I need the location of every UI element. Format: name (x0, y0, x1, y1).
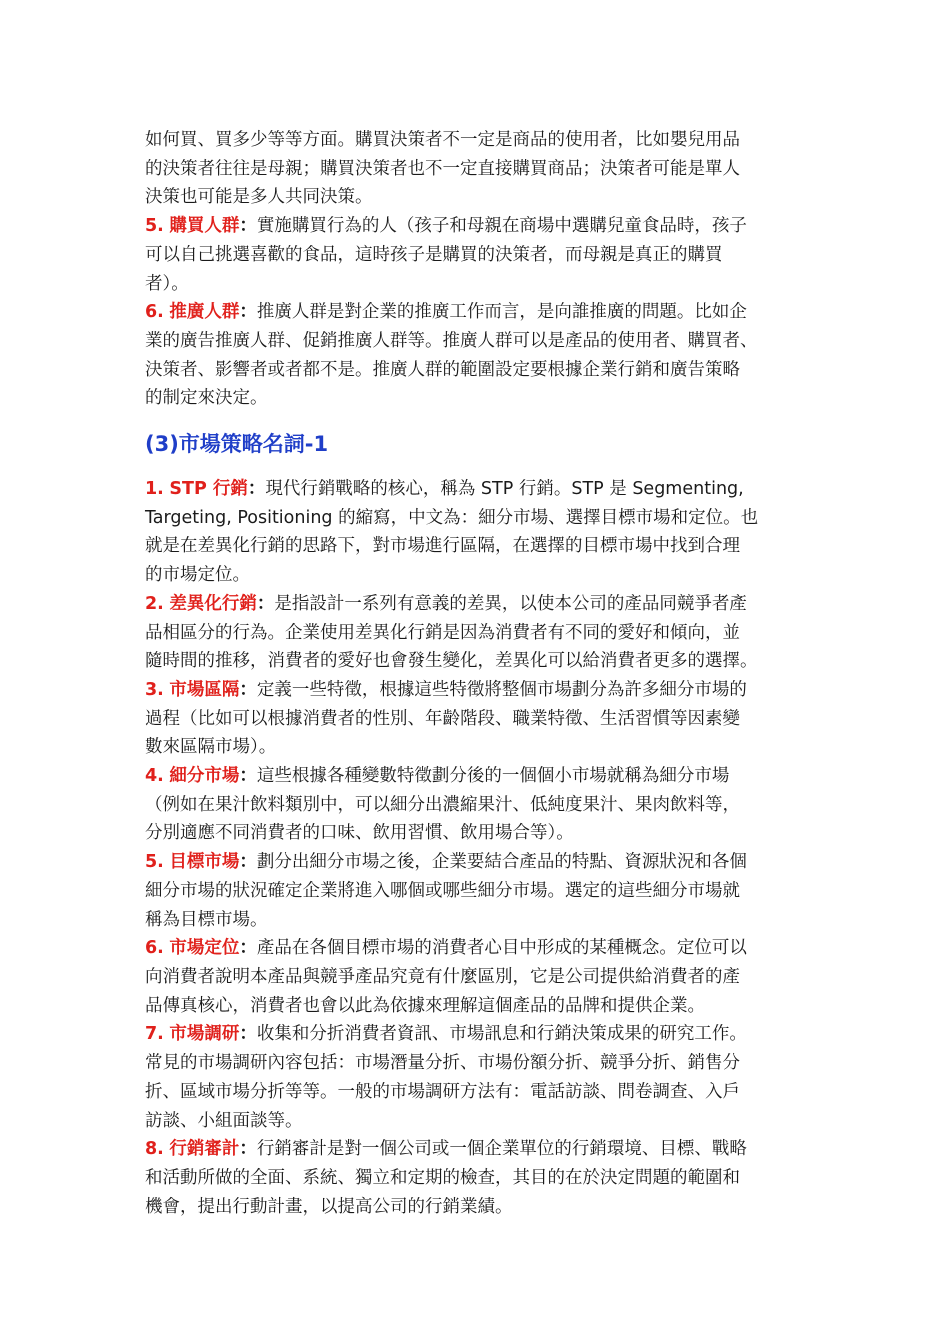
item-text: 行銷審計是對一個公司或一個企業單位的行銷環境、目標、戰略 (256, 1139, 747, 1160)
item-text: 推廣人群是對企業的推廣工作而言，是向誰推廣的問題。比如企 (256, 302, 747, 323)
text-line: 如何買、買多少等等方面。購買決策者不一定是商品的使用者，比如嬰兒用品 (145, 130, 740, 150)
text-line: 品傳真核心，消費者也會以此為依據來理解這個產品的品牌和提供企業。 (145, 995, 705, 1016)
text-line: 業的廣告推廣人群、促銷推廣人群等。推廣人群可以是產品的使用者、購買者、 (145, 330, 758, 351)
text-line: 稱為目標市場。 (145, 909, 268, 930)
text-line: （例如在果汁飲料類別中，可以細分出濃縮果汁、低純度果汁、果肉飲料等， (145, 794, 740, 815)
definition-item (145, 475, 817, 590)
item-number: 3. (145, 679, 164, 700)
item-colon: ： (239, 679, 257, 700)
item-number: 1. (145, 479, 164, 500)
item-text: 收集和分折消費者資訊、市場訊息和行銷決策成果的研究工作。 (256, 1024, 747, 1045)
item-text: 定義一些特徵，根據這些特徵將整個市場劃分為許多細分市場的 (256, 679, 747, 700)
text-line: 向消費者說明本產品與競爭產品究竟有什麼區別，它是公司提供給消費者的產 (145, 966, 740, 987)
item-term: 行銷審計 (169, 1139, 240, 1160)
section-heading: (3)市場策略名詞-1 (145, 432, 329, 457)
item-text: 劃分出細分市場之後，企業要結合產品的特點、資源狀況和各個 (256, 852, 747, 873)
item-number: 7. (145, 1024, 164, 1045)
item-text: 實施購買行為的人（孩子和母親在商場中選購兒童食品時，孩子 (256, 216, 747, 237)
text-line: 的制定來決定。 (145, 388, 268, 409)
text-line: 品相區分的行為。企業使用差異化行銷是因為消費者有不同的愛好和傾向，並 (145, 622, 740, 643)
definition-item (145, 1020, 817, 1135)
item-colon: ： (239, 852, 257, 873)
definition-item (145, 934, 817, 1020)
item-colon: ： (239, 216, 257, 237)
item-term: 市場定位 (169, 938, 240, 959)
item-text: 產品在各個目標市場的消費者心目中形成的某種概念。定位可以 (256, 938, 747, 959)
item-term: STP 行銷 (169, 479, 248, 500)
item-number: 5. (145, 852, 164, 873)
item-number: 2. (145, 593, 164, 614)
text-line: 訪談、小組面談等。 (145, 1110, 303, 1131)
item-text: 這些根據各種變數特徵劃分後的一個個小市場就稱為細分市場 (256, 766, 730, 787)
item-colon: ： (239, 1139, 257, 1160)
item-term: 差異化行銷 (169, 593, 257, 614)
text-line: 分別適應不同消費者的口味、飲用習慣、飲用場合等）。 (145, 823, 574, 844)
text-line: Targeting, Positioning 的縮寫，中文為：細分市場、選擇目標市場和定位。也 (145, 507, 759, 528)
item-term: 推廣人群 (169, 302, 240, 323)
item-number: 5. (145, 216, 164, 237)
text-line: 過程（比如可以根據消費者的性別、年齡階段、職業特徵、生活習慣等因素變 (145, 708, 740, 729)
item-text: 是指設計一系列有意義的差異，以使本公司的產品同競爭者產 (274, 593, 747, 614)
text-line: 和活動所做的全面、系統、獨立和定期的檢查，其目的在於決定問題的範圍和 (145, 1167, 740, 1188)
text-line: 決策也可能是多人共同決策。 (145, 187, 373, 208)
item-number: 8. (145, 1139, 164, 1160)
item-number: 6. (145, 302, 164, 323)
definition-item (145, 762, 817, 848)
text-line: 機會，提出行動計畫，以提高公司的行銷業績。 (145, 1196, 513, 1217)
definition-item (145, 848, 817, 934)
text-line: 的市場定位。 (145, 565, 250, 586)
definition-item-promotion (145, 298, 817, 413)
item-colon: ： (256, 593, 275, 614)
text-line: 的決策者往往是母親；購買決策者也不一定直接購買商品；決策者可能是單人 (145, 158, 740, 179)
text-line: 折、區域市場分折等等。一般的市場調研方法有：電話訪談、問卷調查、入戶 (145, 1081, 740, 1102)
text-line: 常見的市場調研內容包括：市場潛量分折、市場份額分折、競爭分折、銷售分 (145, 1053, 740, 1074)
item-term: 市場調研 (169, 1024, 240, 1045)
item-number: 6. (145, 938, 164, 959)
item-colon: ： (239, 302, 257, 323)
text-line: 數來區隔市場）。 (145, 737, 277, 758)
text-line: 細分市場的狀況確定企業將進入哪個或哪些細分市場。選定的這些細分市場就 (145, 880, 740, 901)
definition-item-buyers (145, 212, 817, 298)
text-line: 決策者、影響者或者都不是。推廣人群的範圍設定要根據企業行銷和廣告策略 (145, 359, 740, 380)
text-line: 就是在差異化行銷的思路下，對市場進行區隔，在選擇的目標市場中找到合理 (145, 536, 740, 557)
item-colon: ： (247, 479, 266, 500)
definition-item (145, 676, 817, 762)
item-colon: ： (239, 938, 257, 959)
text-line: 隨時間的推移，消費者的愛好也會發生變化，差異化可以給消費者更多的選擇。 (145, 651, 758, 672)
item-colon: ： (239, 1024, 257, 1045)
definition-item (145, 590, 817, 676)
document-page (145, 126, 817, 1221)
intro-paragraph (145, 126, 817, 212)
definition-item (145, 1135, 817, 1221)
item-term: 目標市場 (169, 852, 240, 873)
item-term: 細分市場 (169, 766, 240, 787)
terms-list (145, 475, 817, 1221)
item-term: 市場區隔 (169, 679, 240, 700)
item-term: 購買人群 (169, 216, 240, 237)
item-text: 現代行銷戰略的核心，稱為 STP 行銷。STP 是 Segmenting, (265, 479, 744, 500)
item-number: 4. (145, 766, 164, 787)
item-colon: ： (239, 766, 257, 787)
text-line: 者）。 (145, 273, 189, 294)
text-line: 可以自己挑選喜歡的食品，這時孩子是購買的決策者，而母親是真正的購買 (145, 244, 723, 265)
